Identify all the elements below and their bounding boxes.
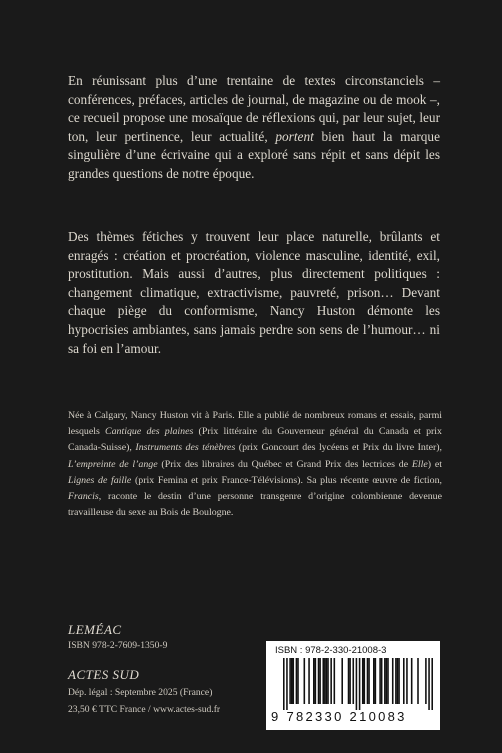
bio-title-1: Cantique des plaines (105, 426, 194, 438)
bio-title-5: Lignes de faille (68, 474, 132, 486)
barcode-bar (387, 658, 389, 704)
legal-deposit: Dép. légal : Septembre 2025 (France) (68, 687, 213, 698)
barcode-bar (341, 658, 343, 704)
bio-title-6: Francis (68, 491, 99, 503)
barcode-bar (403, 658, 405, 704)
barcode-bar (359, 658, 361, 710)
barcode-bar (296, 658, 298, 704)
barcode-bar (297, 658, 299, 704)
blurb-p1-text-b: bien haut la marque singulière d’une écrivaine qui a exploré sans répit et sans dépit les grandes questions de notre époque. (68, 128, 440, 181)
barcode-bar (425, 658, 427, 704)
barcode-bar (384, 658, 386, 704)
blurb-p1-italic: portent (275, 128, 314, 144)
bio-text-7: , raconte le destin d’une personne transgenre d’origine colombienne devenue travailleuse du sexe au Bois de Boulogne. (68, 491, 442, 519)
barcode-panel (266, 641, 440, 730)
barcode-bar (318, 658, 320, 704)
barcode-bar (319, 658, 321, 704)
barcode-bar (324, 658, 326, 704)
bio-title-4: Elle (411, 458, 428, 470)
barcode-bar (368, 658, 370, 704)
bio-text-3: (prix Goncourt des lycéens et Prix du livre Inter), (235, 442, 442, 454)
barcode-bar (428, 658, 430, 710)
barcode-bar (283, 658, 285, 710)
barcode-bar (322, 658, 324, 704)
barcode-digits: 9 782330 210083 (271, 709, 407, 724)
barcode-bar (411, 658, 413, 704)
barcode-bar (367, 658, 369, 704)
publisher-actes-sud: ACTES SUD (68, 667, 140, 682)
barcode-bar (308, 658, 310, 704)
bio-text-4: (Prix des libraires du Québec et Grand Prix des lectrices de (157, 458, 412, 470)
barcode-bar (313, 658, 315, 704)
blurb-p1-text-a: En réunissant plus d’une trentaine de textes circonstanciels – conférences, préfaces, articles de journal, de magazine ou de mook –, ce recueil propose une mosaïque de réflexions qui, par leur sujet, leur ton, leur pertinence, leur actualité, (68, 73, 440, 144)
barcode-bar (397, 658, 399, 704)
barcode-bar (326, 658, 328, 704)
barcode-bar (286, 658, 288, 710)
barcode-icon (283, 658, 433, 710)
barcode-bar (356, 658, 358, 710)
barcode-bar (327, 658, 329, 704)
barcode-isbn-label: ISBN : 978-2-330-21008-3 (275, 645, 387, 656)
barcode-bar (375, 658, 377, 704)
barcode-bar (362, 658, 364, 704)
barcode-bar (392, 658, 394, 704)
barcode-bar (291, 658, 293, 704)
barcode-bar (381, 658, 383, 704)
barcode-bar (292, 658, 294, 704)
barcode-bar (348, 658, 350, 704)
barcode-bar (364, 658, 366, 704)
barcode-bar (315, 658, 317, 704)
barcode-bar (330, 658, 332, 704)
barcode-bar (334, 658, 336, 704)
barcode-bar (349, 658, 351, 704)
isbn-lemeac: ISBN 978-2-7609-1350-9 (68, 640, 168, 651)
barcode-bar (386, 658, 388, 704)
barcode-bar (395, 658, 397, 704)
barcode-bar (398, 658, 400, 704)
bio-text-1: Née à Calgary, Nancy Huston vit à Paris. Elle a publié de nombreux romans et essais, parmi lesquels (68, 410, 442, 438)
blurb-paragraph-2: Des thèmes fétiches y trouvent leur place naturelle, brûlants et enragés : création et procréation, violence masculine, identité, exil, prostitution. Mais aussi d’autres, plus directement politiques : changement climatique, extractivisme, pauvreté, prison… Devant chaque piège du conformisme, Nancy Huston démonte les hypocrisies ambiantes, sans jamais perdre son sens de l’humour… ni sa foi en l’amour. (68, 229, 440, 356)
bio-title-2: Instruments des ténèbres (135, 442, 236, 454)
bio-title-3: L’empreinte de l’ange (68, 458, 158, 470)
barcode-bar (289, 658, 291, 704)
price-and-website: 23,50 € TTC France / www.actes-sud.fr (68, 704, 221, 715)
bio-text-5: ) et (427, 458, 442, 470)
barcode-bar (431, 658, 433, 710)
bio-text-6: (prix Femina et prix France-Télévisions). Sa plus récente œuvre de fiction, (131, 474, 443, 486)
barcode-bar (379, 658, 381, 704)
barcode-bar (417, 658, 419, 704)
barcode-bar (406, 658, 408, 704)
publisher-lemeac: LEMÉAC (68, 622, 122, 637)
author-bio (68, 408, 442, 521)
barcode-bar (304, 658, 306, 704)
barcode-bar (373, 658, 375, 704)
blurb-paragraph-1 (68, 72, 440, 184)
bio-text-2: (Prix littéraire du Gouverneur général du Canada et prix Canada-Suisse), (68, 426, 442, 454)
barcode-bar (352, 658, 354, 704)
